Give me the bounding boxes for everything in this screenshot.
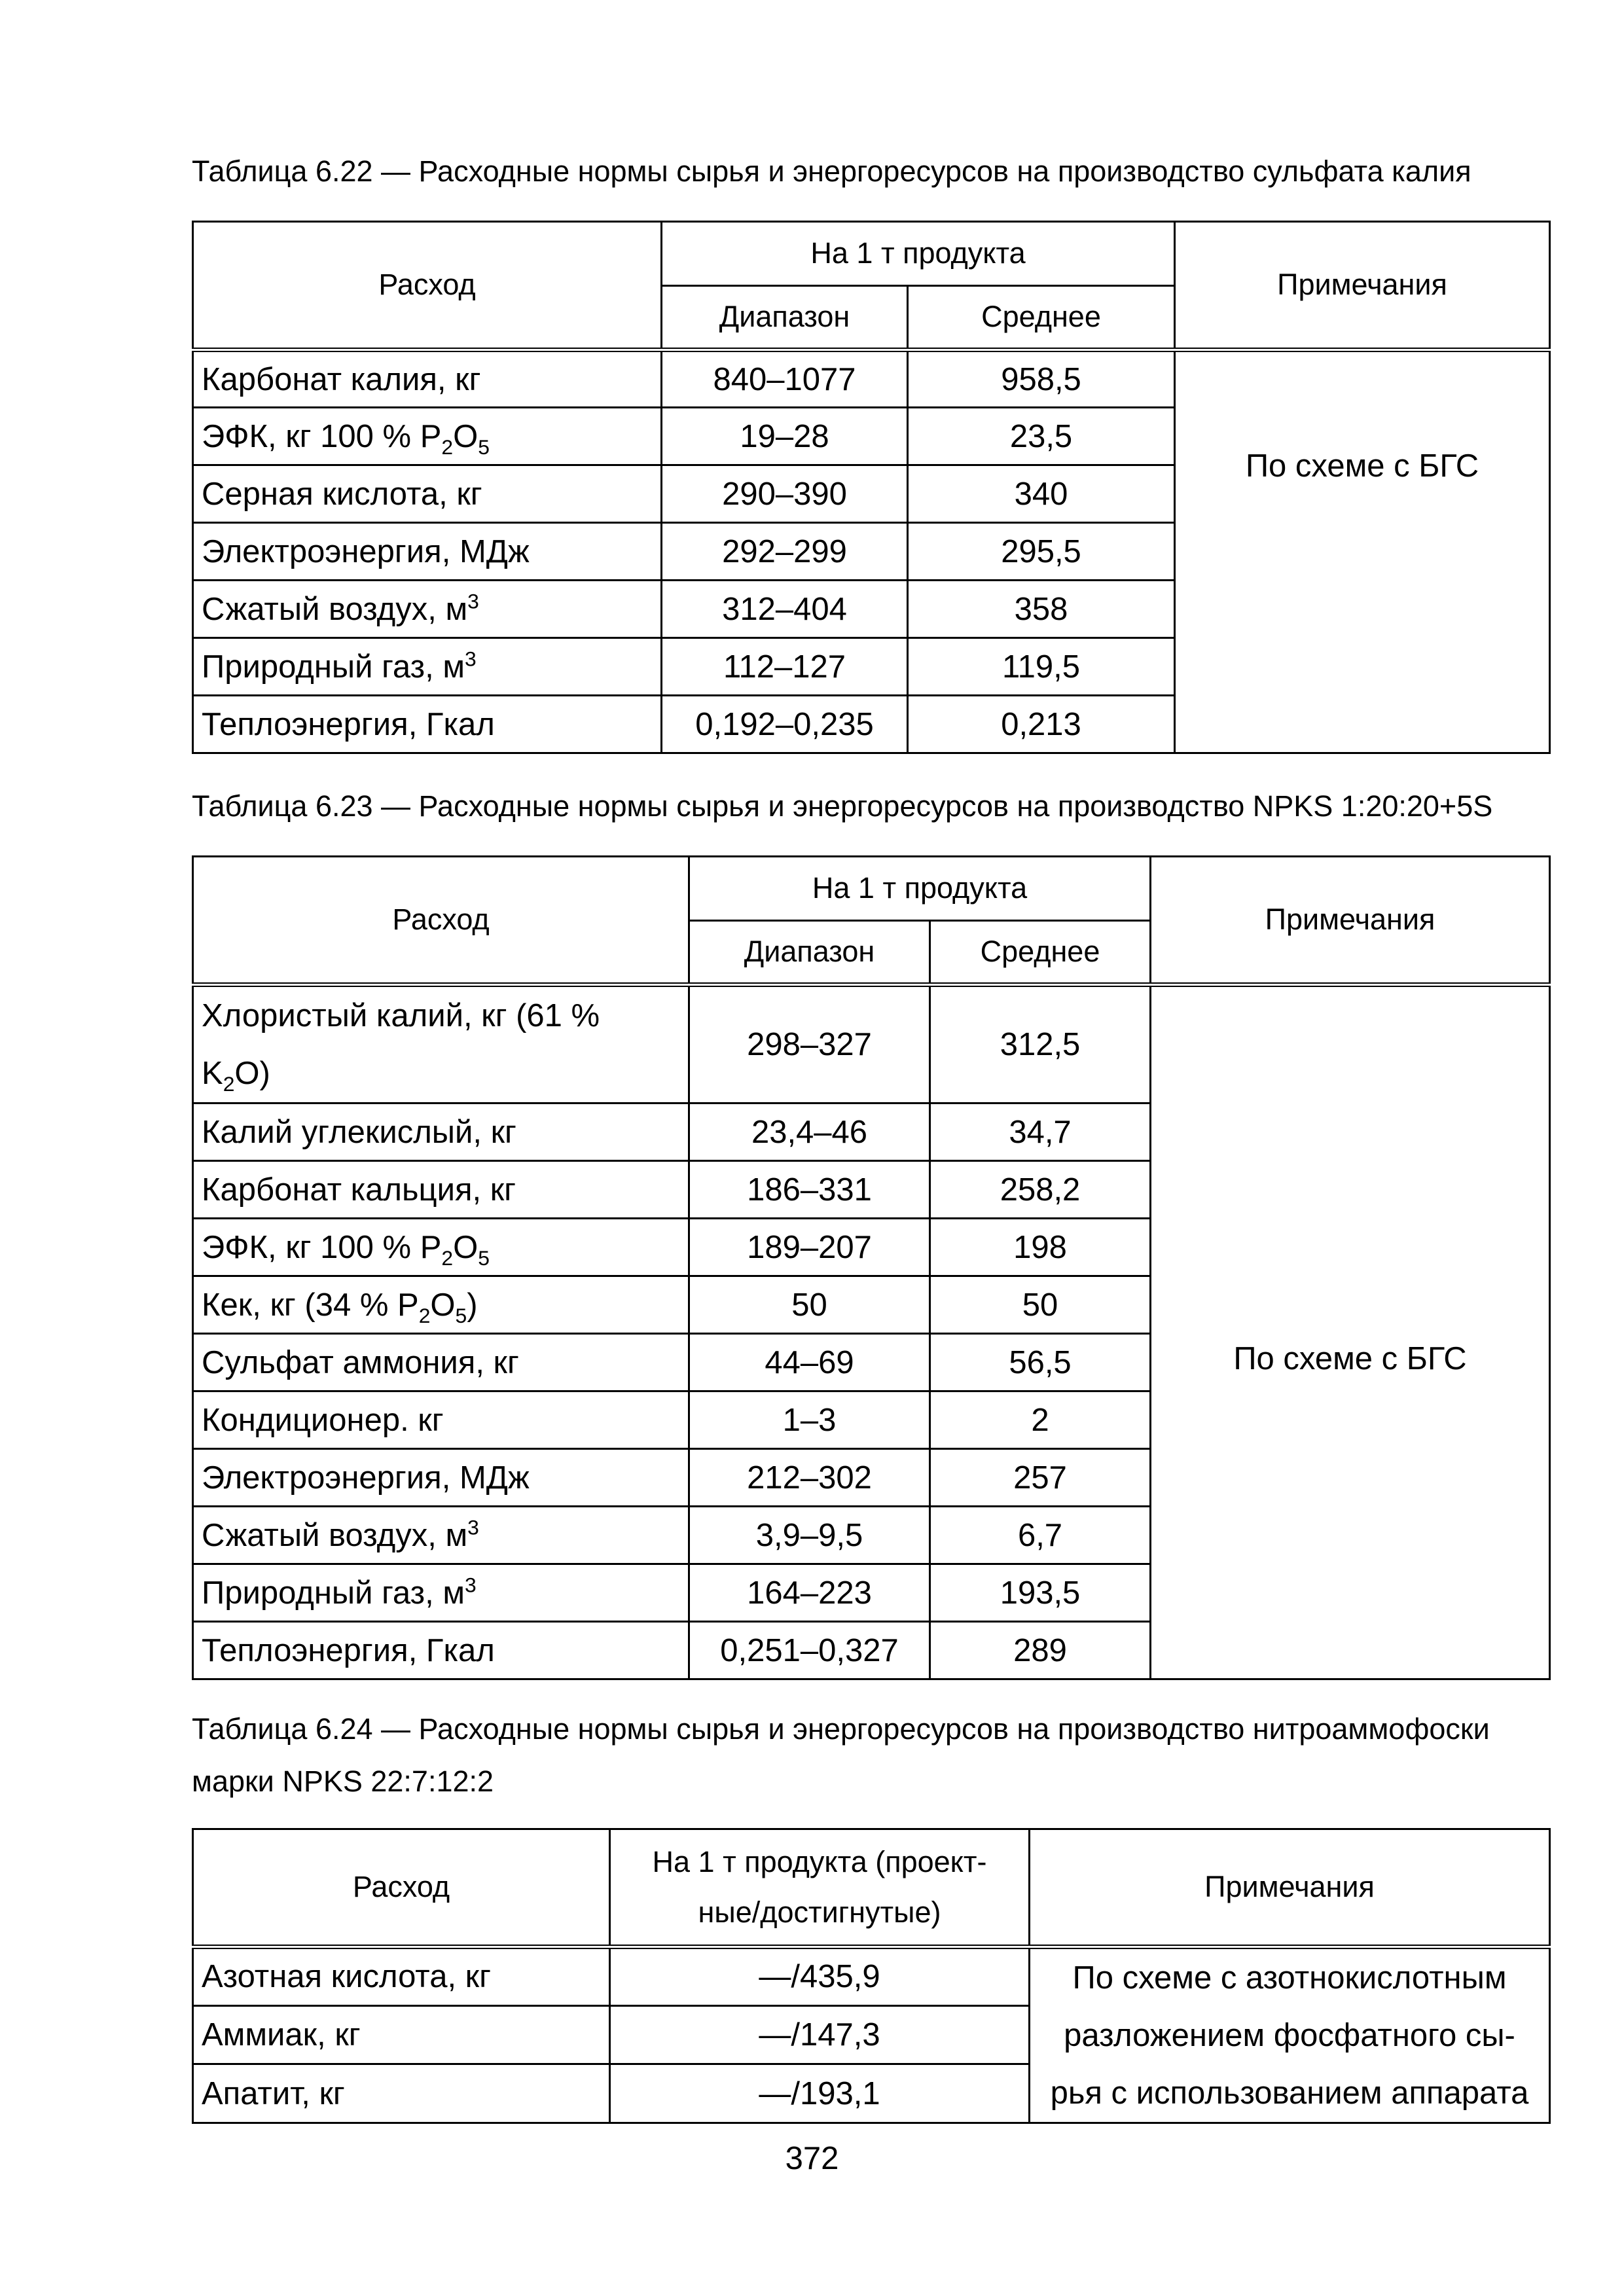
range-cell: 19–28 — [662, 408, 908, 465]
caption-line: Таблица 6.24 — Расходные нормы сырья и энергоресурсов на производство нитроаммофоски — [192, 1712, 1490, 1746]
average-cell: 193,5 — [930, 1564, 1151, 1622]
range-cell: 212–302 — [689, 1449, 930, 1507]
header-expense: Расход — [193, 222, 662, 350]
table-row — [193, 985, 1550, 1103]
expense-cell: Электроэнергия, МДж — [193, 523, 662, 581]
header-average: Среднее — [930, 921, 1151, 985]
value-cell: —/147,3 — [610, 2005, 1030, 2064]
expense-cell: Апатит, кг — [193, 2064, 610, 2123]
header-range: Диапазон — [662, 286, 908, 350]
average-cell: 312,5 — [930, 985, 1151, 1103]
expense-cell: Карбонат калия, кг — [193, 350, 662, 408]
table-6-24 — [192, 1828, 1551, 2124]
header-per-ton: На 1 т продукта — [689, 857, 1151, 921]
header-expense: Расход — [193, 857, 689, 985]
range-cell: 840–1077 — [662, 350, 908, 408]
header-notes: Примечания — [1030, 1829, 1550, 1947]
expense-cell: Кек, кг (34 % $P_2O_5$) — [193, 1276, 689, 1334]
range-cell: 112–127 — [662, 638, 908, 696]
average-cell: 340 — [908, 465, 1175, 523]
average-cell: 958,5 — [908, 350, 1175, 408]
range-cell: 3,9–9,5 — [689, 1507, 930, 1564]
range-cell: 50 — [689, 1276, 930, 1334]
average-cell: 119,5 — [908, 638, 1175, 696]
range-cell: 290–390 — [662, 465, 908, 523]
average-cell: 257 — [930, 1449, 1151, 1507]
range-cell: 298–327 — [689, 985, 930, 1103]
expense-cell: Электроэнергия, МДж — [193, 1449, 689, 1507]
header-range: Диапазон — [689, 921, 930, 985]
notes-cell: По схеме с БГС — [1151, 985, 1550, 1679]
table-row — [193, 1947, 1550, 2006]
average-cell: 258,2 — [930, 1161, 1151, 1219]
expense-cell: Теплоэнергия, Гкал — [193, 1622, 689, 1679]
range-cell: 1–3 — [689, 1391, 930, 1449]
expense-cell: Природный газ, $м^3$ — [193, 1564, 689, 1622]
average-cell: 2 — [930, 1391, 1151, 1449]
table-6-22-caption: Таблица 6.22 — Расходные нормы сырья и энергоресурсов на производство сульфата калия — [192, 154, 1471, 188]
average-cell: 23,5 — [908, 408, 1175, 465]
expense-cell: Сульфат аммония, кг — [193, 1334, 689, 1391]
expense-cell: Теплоэнергия, Гкал — [193, 696, 662, 753]
expense-cell: Карбонат кальция, кг — [193, 1161, 689, 1219]
average-cell: 198 — [930, 1219, 1151, 1276]
table-6-23-caption: Таблица 6.23 — Расходные нормы сырья и энергоресурсов на производство NPKS 1:20:20+5S — [192, 789, 1493, 823]
range-cell: 164–223 — [689, 1564, 930, 1622]
range-cell: 186–331 — [689, 1161, 930, 1219]
expense-cell: Аммиак, кг — [193, 2005, 610, 2064]
expense-cell: Азотная кислота, кг — [193, 1947, 610, 2006]
average-cell: 50 — [930, 1276, 1151, 1334]
range-cell: 44–69 — [689, 1334, 930, 1391]
table-6-22 — [192, 221, 1551, 754]
table-row — [193, 350, 1550, 408]
average-cell: 6,7 — [930, 1507, 1151, 1564]
header-average: Среднее — [908, 286, 1175, 350]
expense-cell: Серная кислота, кг — [193, 465, 662, 523]
average-cell: 0,213 — [908, 696, 1175, 753]
expense-cell: Хлористый калий, кг (61 % $K_2O$) — [193, 985, 689, 1103]
range-cell: 189–207 — [689, 1219, 930, 1276]
average-cell: 295,5 — [908, 523, 1175, 581]
range-cell: 292–299 — [662, 523, 908, 581]
range-cell: 312–404 — [662, 581, 908, 638]
average-cell: 34,7 — [930, 1103, 1151, 1161]
expense-cell: Сжатый воздух, $м^3$ — [193, 581, 662, 638]
caption-line: марки NPKS 22:7:12:2 — [192, 1765, 494, 1798]
table-6-23 — [192, 855, 1551, 1680]
expense-cell: Сжатый воздух, $м^3$ — [193, 1507, 689, 1564]
expense-cell: ЭФК, кг 100 % $P_2O_5$ — [193, 1219, 689, 1276]
value-cell: —/193,1 — [610, 2064, 1030, 2123]
expense-cell: Природный газ, $м^3$ — [193, 638, 662, 696]
notes-cell: По схеме с БГС — [1175, 350, 1550, 753]
range-cell: 23,4–46 — [689, 1103, 930, 1161]
range-cell: 0,192–0,235 — [662, 696, 908, 753]
table-6-24-caption — [192, 1703, 1490, 1808]
header-per-ton: На 1 т продукта (проект- ные/достигнутые) — [610, 1829, 1030, 1947]
expense-cell: Кондиционер. кг — [193, 1391, 689, 1449]
header-notes: Примечания — [1151, 857, 1550, 985]
range-cell: 0,251–0,327 — [689, 1622, 930, 1679]
header-per-ton: На 1 т продукта — [662, 222, 1175, 286]
average-cell: 358 — [908, 581, 1175, 638]
average-cell: 289 — [930, 1622, 1151, 1679]
expense-cell: ЭФК, кг 100 % $P_2O_5$ — [193, 408, 662, 465]
page-number: 372 — [785, 2141, 839, 2176]
header-expense: Расход — [193, 1829, 610, 1947]
value-cell: —/435,9 — [610, 1947, 1030, 2006]
header-notes: Примечания — [1175, 222, 1550, 350]
notes-cell: По схеме с азотнокислотным разложением фосфатного сы- рья с использованием аппарата — [1030, 1947, 1550, 2123]
average-cell: 56,5 — [930, 1334, 1151, 1391]
expense-cell: Калий углекислый, кг — [193, 1103, 689, 1161]
